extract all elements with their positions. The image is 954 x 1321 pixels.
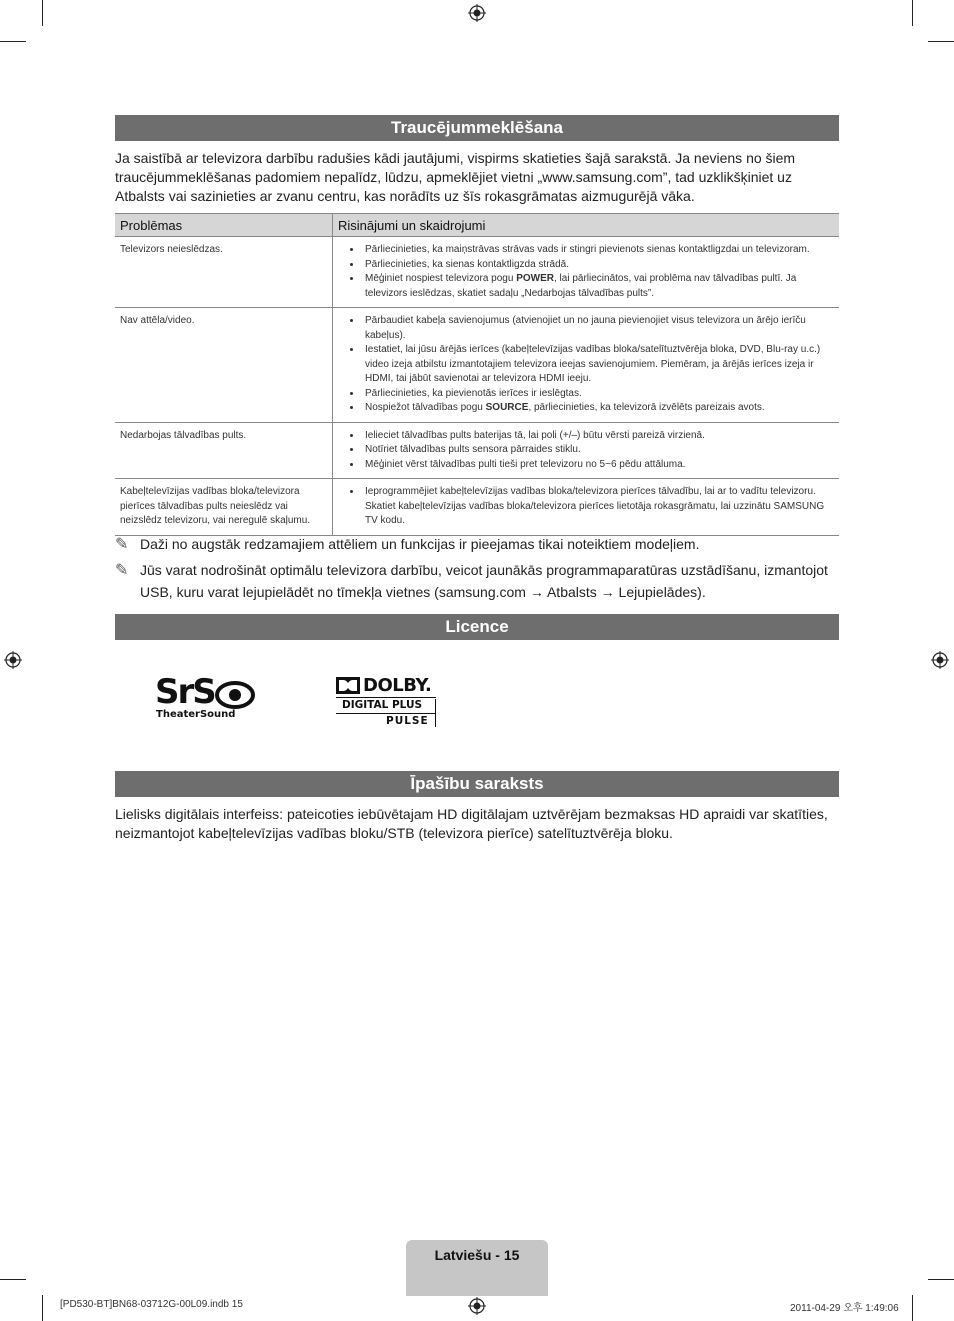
crop-mark [912, 1295, 913, 1321]
logo-divider [336, 697, 436, 698]
solutions-cell [333, 308, 840, 423]
crop-mark [42, 0, 43, 26]
button-name-text: POWER [516, 273, 554, 284]
crop-mark [912, 0, 913, 26]
solutions-cell [333, 479, 840, 536]
table-header-row [115, 214, 839, 237]
solutions-cell [333, 422, 840, 479]
dolby-digital-plus-text: DIGITAL PLUS [342, 699, 423, 711]
registration-mark-icon [4, 651, 22, 669]
troubleshooting-table [115, 213, 839, 536]
section-title-troubleshooting: Traucējummeklēšana [115, 115, 839, 141]
registration-mark-icon [468, 4, 486, 22]
list-item: • Pārliecinieties, ka pievienotās ierīces ir ieslēgtas. [362, 387, 834, 402]
list-item: • Notīriet tālvadības pults sensora pārraides stiklu. [362, 443, 834, 458]
features-text: Lielisks digitālais interfeiss: pateicoties iebūvētajam HD digitālajam uztvērējam bezmaksas HD apraidi var skatīties, neizmantojot kabeļtelevīzijas vadības bloku/STB (televizora pierīce) satelītuztvērēja bloku. [115, 806, 828, 841]
list-item: • Pārbaudiet kabeļa savienojumus (atvienojiet un no jauna pievienojiet visus televizora un ārējo ierīču kabeļus). [362, 314, 834, 343]
dolby-double-d-icon [336, 677, 360, 694]
logo-divider [336, 713, 436, 714]
page-number-tab: Latviešu - 15 [406, 1240, 548, 1296]
crop-mark [928, 1279, 954, 1280]
registration-mark-icon [931, 651, 949, 669]
note-pencil-icon: ✎ [115, 536, 129, 553]
dolby-pulse-text: PULSE [386, 715, 429, 727]
troubleshooting-intro: Ja saistībā ar televizora darbību radušies kādi jautājumi, vispirms skatieties šajā sarakstā. Ja neviens no šiem traucējummeklēšanas padomiem nepalīdz, lūdzu, apmeklējiet vietni „www.samsung.com”, tad uzklikšķiniet uz Atbalsts vai sazinieties ar zvanu centru, kas norādīts uz šīs rokasgrāmatas aizmugurējā vāka. [115, 150, 796, 204]
list-item: • Ieprogrammējiet kabeļtelevīzijas vadības bloka/televizora pierīces tālvadību, lai ar to vadītu televizoru. Skatiet kabeļtelevīzijas vadības bloka/televizora pierīces lietotāja rokasgrāmatu, lai uzzinātu SAMSUNG TV kodu. [362, 485, 834, 529]
problem-cell: Televizors neieslēdzas. [115, 237, 333, 308]
crop-mark [42, 1295, 43, 1321]
srs-logo-text: SrS [155, 672, 215, 712]
footer-file-info: [PD530-BT]BN68-03712G-00L09.indb 15 [60, 1299, 243, 1310]
table-row [115, 237, 839, 308]
problem-cell: Kabeļtelevīzijas vadības bloka/televizora pierīces tālvadības pults neieslēdz vai neizslēdz televizoru, vai neregulē skaļumu. [115, 479, 333, 536]
dolby-logo-text: DOLBY. [363, 675, 432, 696]
solutions-cell [333, 237, 840, 308]
registration-mark-icon [468, 1297, 486, 1315]
note-pencil-icon: ✎ [115, 562, 129, 579]
table-row [115, 479, 839, 536]
crop-mark [0, 41, 26, 42]
note-text: Jūs varat nodrošināt optimālu televizora darbību, veicot jaunākās programmaparatūras uzstādīšanu, izmantojot USB, kuru varat lejupielādēt no tīmekļa vietnes (samsung.com → Atbalsts → Lejupielādes). [140, 562, 828, 600]
list-item: • Mēģiniet vērst tālvadības pulti tieši pret televizoru no 5~6 pēdu attāluma. [362, 458, 834, 473]
note-text: Daži no augstāk redzamajiem attēliem un funkcijas ir pieejamas tikai noteiktiem modeļiem. [140, 536, 700, 552]
srs-logo-subtext: TheaterSound [156, 709, 236, 720]
list-item: • Pārliecinieties, ka sienas kontaktligzda strādā. [362, 258, 834, 273]
list-item: • Nospiežot tālvadības pogu SOURCE, pārliecinieties, ka televizorā izvēlēts pareizais avots. [362, 401, 834, 416]
problem-cell: Nedarbojas tālvadības pults. [115, 422, 333, 479]
column-header-problems: Problēmas [115, 214, 333, 237]
table-row [115, 308, 839, 423]
srs-theatersound-logo [155, 672, 260, 726]
list-item: • Mēģiniet nospiest televizora pogu POWER, lai pārliecinātos, vai problēma nav tālvadības pultī. Ja televizors ieslēdzas, skatiet sadaļu „Nedarbojas tālvadības pults”. [362, 272, 834, 301]
crop-mark [928, 41, 954, 42]
button-name-text: SOURCE [485, 402, 529, 413]
table-row [115, 422, 839, 479]
footer-timestamp: 2011-04-29 오후 1:49:06 [790, 1303, 899, 1314]
section-title-licence: Licence [115, 614, 839, 640]
list-item: • Iestatiet, lai jūsu ārējās ierīces (kabeļtelevīzijas vadības bloka/satelītuztvērēja bloka, DVD, Blu-ray u.c.) video izeja atbilstu izmantotajiem televizora ieejas savienojumiem. Piemēram, ja ārējās ierīces izeja ir HDMI, tai jābūt savienotai ar televizora HDMI ieeju. [362, 343, 834, 387]
column-header-solutions: Risinājumi un skaidrojumi [333, 214, 840, 237]
srs-swirl-icon [215, 680, 255, 710]
dolby-digital-plus-pulse-logo [336, 675, 438, 729]
note-firmware [115, 559, 839, 603]
problem-cell: Nav attēla/video. [115, 308, 333, 423]
list-item: • Ielieciet tālvadības pults baterijas tā, lai poli (+/–) būtu vērsti pareizā virzienā. [362, 429, 834, 444]
note-models [115, 533, 839, 555]
list-item: • Pārliecinieties, ka maiņstrāvas strāvas vads ir stingri pievienots sienas kontaktligzdai un televizoram. [362, 243, 834, 258]
section-title-features: Īpašību saraksts [115, 771, 839, 797]
crop-mark [0, 1279, 26, 1280]
